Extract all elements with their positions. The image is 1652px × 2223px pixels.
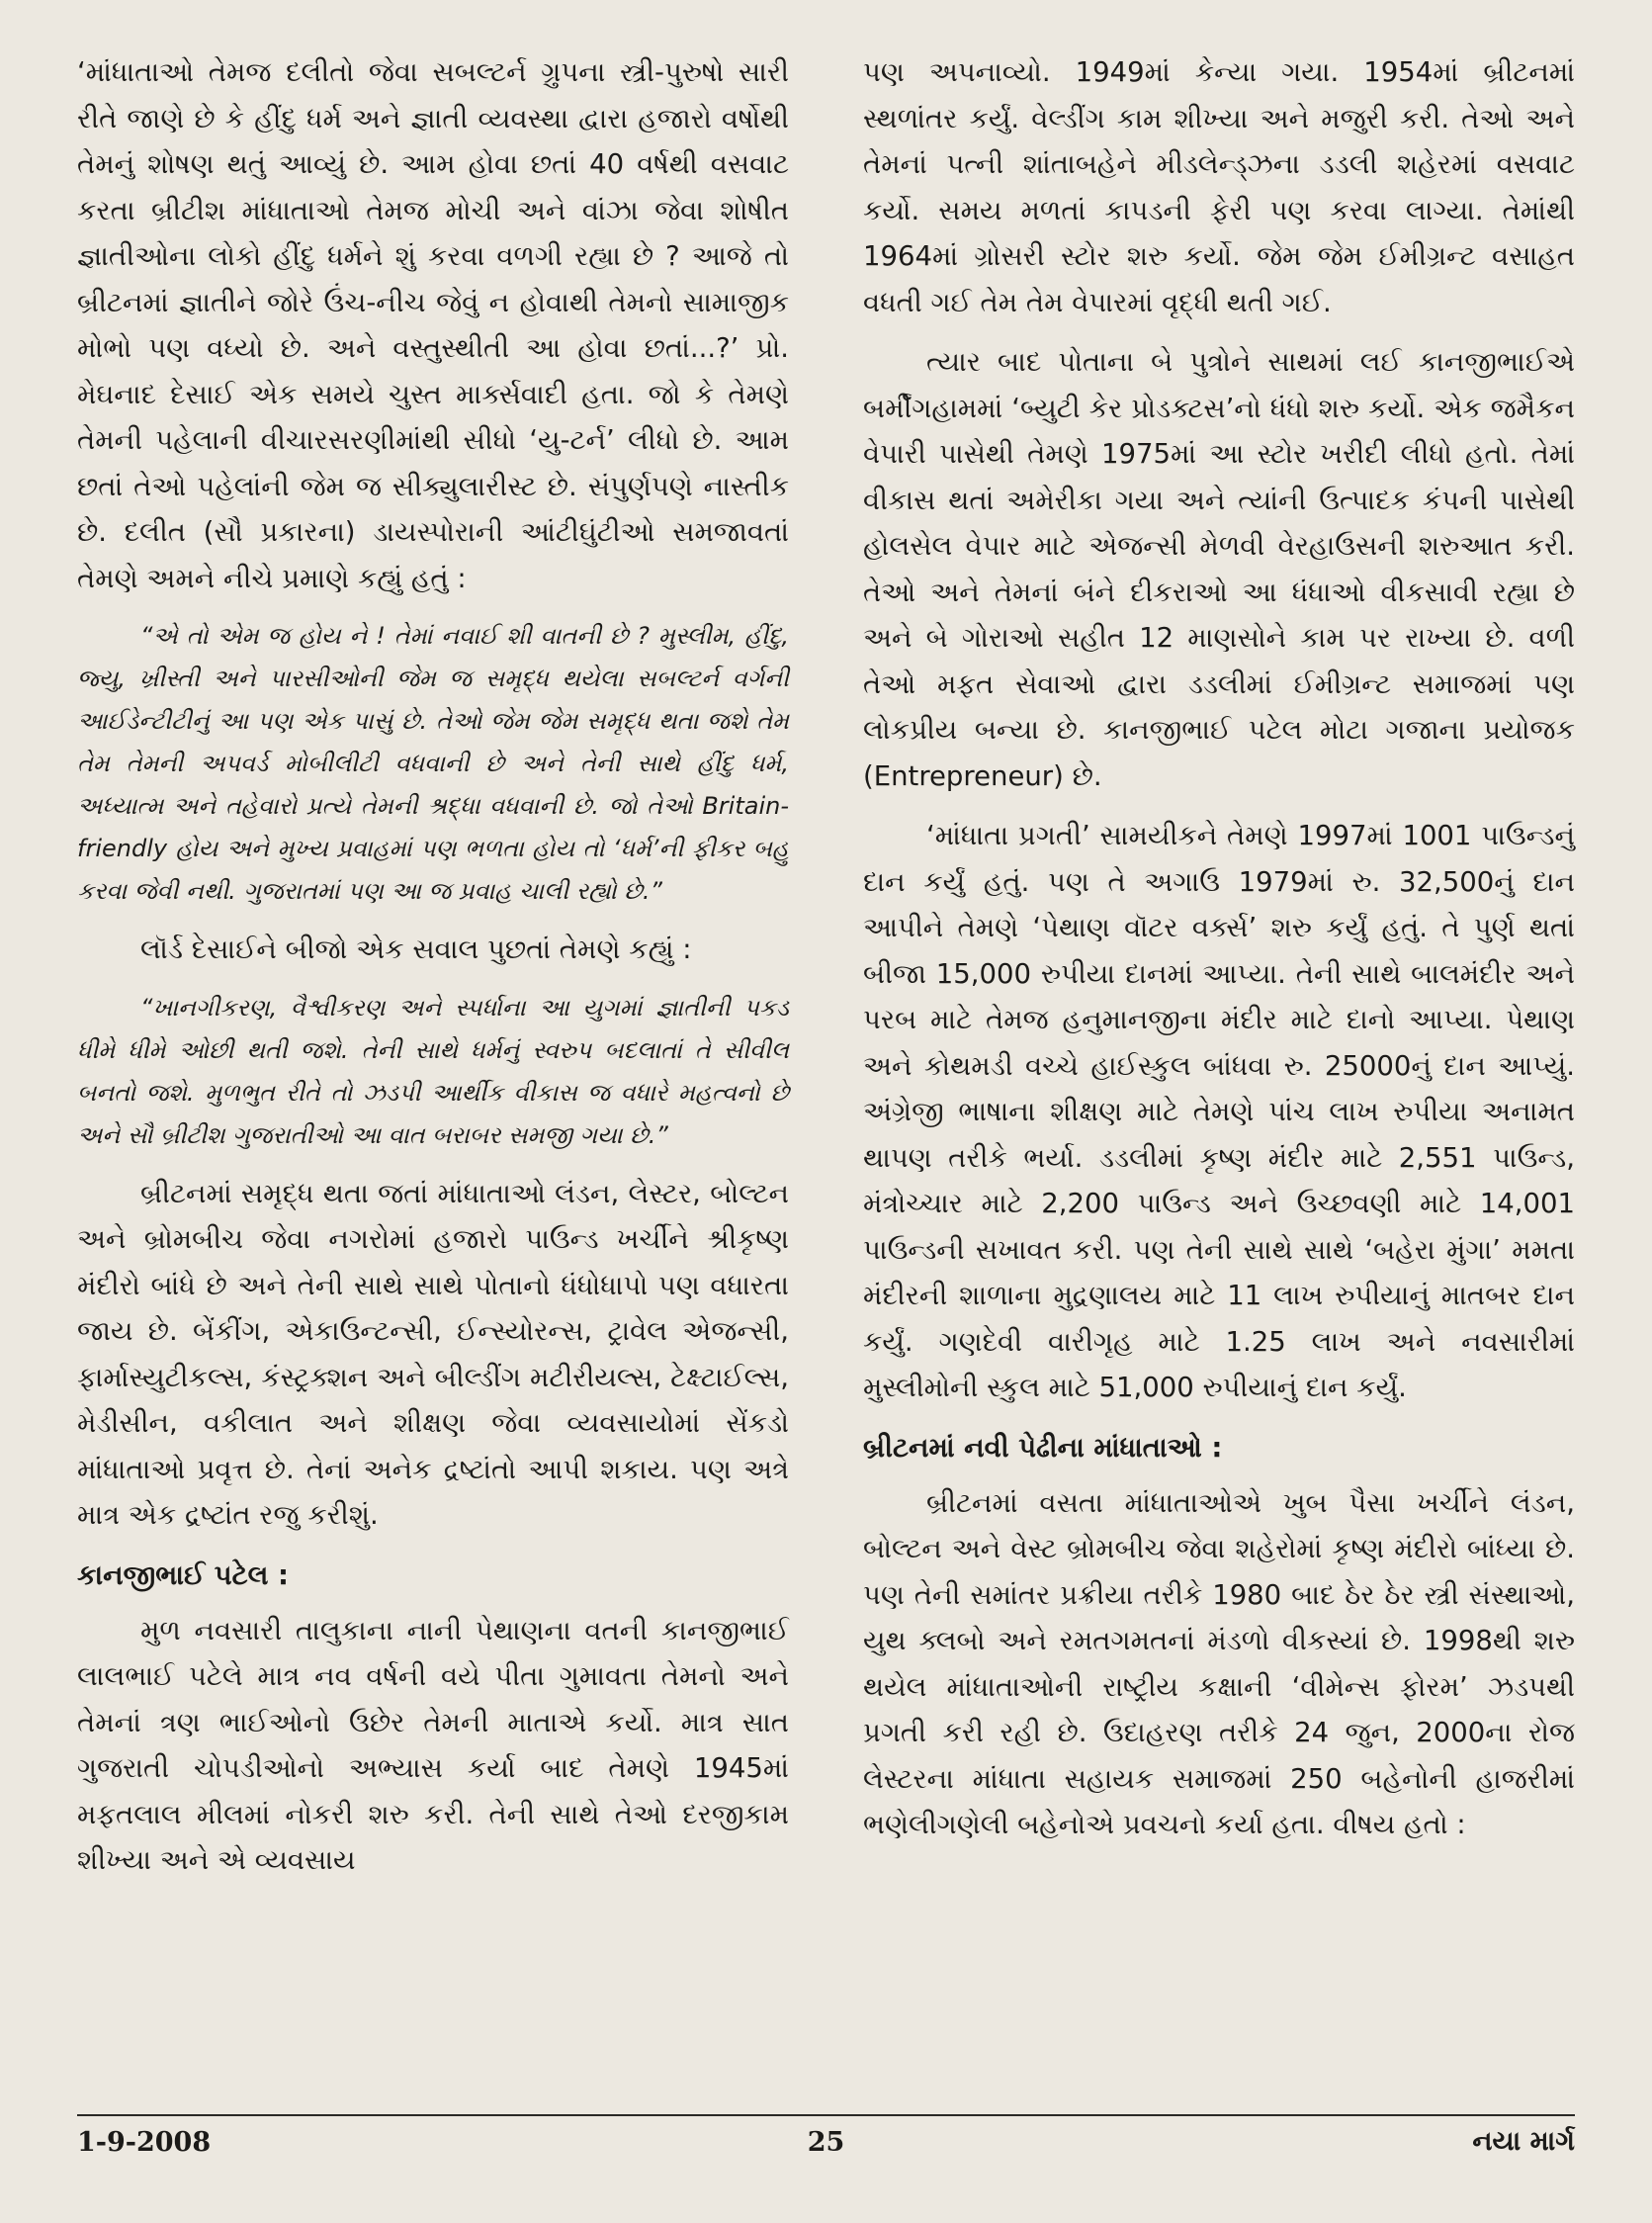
- paragraph: બ્રીટનમાં વસતા માંધાતાઓએ ખુબ પૈસા ખર્ચીને લંડન, બોલ્ટન અને વેસ્ટ બ્રોમબીચ જેવા શહેરોમાં કૃષ્ણ મંદીરો બાંધ્યા છે. પણ તેની સમાંતર પ્રક્રીયા તરીકે 1980 બાદ ઠેર ઠેર સ્ત્રી સંસ્થાઓ, યુથ ક્લબો અને રમતગમતનાં મંડળો વીકસ્યાં છે. 1998થી શરુ થયેલ માંધાતાઓની રાષ્ટ્રીય કક્ષાની ‘વીમેન્સ ફોરમ’ ઝડપથી પ્રગતી કરી રહી છે. ઉદાહરણ તરીકે 24 જુન, 2000ના રોજ લેસ્ટરના માંધાતા સહાયક સમાજમાં 250 બહેનોની હાજરીમાં ભણેલીગણેલી બહેનોએ પ્રવચનો કર્યા હતા. વીષય હતો :: [863, 1486, 1575, 1840]
- publication-name: નયા માર્ગ: [1472, 2126, 1575, 2157]
- paragraph: બ્રીટનમાં સમૃદ્ધ થતા જતાં માંધાતાઓ લંડન, લેસ્ટર, બોલ્ટન અને બ્રોમબીચ જેવા નગરોમાં હજારો પાઉન્ડ ખર્ચીને શ્રીકૃષ્ણ મંદીરો બાંધે છે અને તેની સાથે સાથે પોતાનો ધંધોધાપો પણ વધારતા જાય છે. બેંકીંગ, એકાઉન્ટન્સી, ઈન્સ્યોરન્સ, ટ્રાવેલ એજન્સી, ફાર્માસ્યુટીકલ્સ, કંસ્ટ્રક્શન અને બીલ્ડીંગ મટીરીયલ્સ, ટેક્ષ્ટાઈલ્સ, મેડીસીન, વકીલાત અને શીક્ષણ જેવા વ્યવસાયોમાં સેંકડો માંધાતાઓ પ્રવૃત્ત છે. તેનાં અનેક દ્રષ્ટાંતો આપી શકાય. પણ અત્રે માત્ર એક દ્રષ્ટાંત રજુ કરીશું.: [77, 1177, 789, 1531]
- issue-date: 1-9-2008: [77, 2126, 212, 2158]
- paragraph: ‘માંધાતાઓ તેમજ દલીતો જેવા સબલ્ટર્ન ગ્રુપના સ્ત્રી-પુરુષો સારી રીતે જાણે છે કે હીંદુ ધર્મ અને જ્ઞાતી વ્યવસ્થા દ્વારા હજારો વર્ષોથી તેમનું શોષણ થતું આવ્યું છે. આમ હોવા છતાં 40 વર્ષથી વસવાટ કરતા બ્રીટીશ માંધાતાઓ તેમજ મોચી અને વાંઝા જેવા શોષીત જ્ઞાતીઓના લોકો હીંદુ ધર્મને શું કરવા વળગી રહ્યા છે ? આજે તો બ્રીટનમાં જ્ઞાતીને જોરે ઉંચ-નીચ જેવું ન હોવાથી તેમનો સામાજીક મોભો પણ વધ્યો છે. અને વસ્તુસ્થીતી આ હોવા છતાં...?’ પ્રો. મેઘનાદ દેસાઈ એક સમયે ચુસ્ત માર્ક્સવાદી હતા. જો કે તેમણે તેમની પહેલાની વીચારસરણીમાંથી સીધો ‘યુ-ટર્ન’ લીધો છે. આમ છતાં તેઓ પહેલાંની જેમ જ સીક્યુલારીસ્ટ છે. સંપુર્ણપણે નાસ્તીક છે. દલીત (સૌ પ્રકારના) ડાયસ્પોરાની આંટીઘુંટીઓ સમજાવતાં તેમણે અમને નીચે પ્રમાણે કહ્યું હતું :: [77, 56, 789, 594]
- quote-block: “એ તો એમ જ હોય ને ! તેમાં નવાઈ શી વાતની છે ? મુસ્લીમ, હીંદુ, જ્યુ, ખ્રીસ્તી અને પારસીઓની જેમ જ સમૃદ્ધ થયેલા સબલ્ટર્ન વર્ગની આઈડેન્ટીટીનું આ પણ એક પાસું છે. તેઓ જેમ જેમ સમૃદ્ધ થતા જશે તેમ તેમ તેમની અપવર્ડ મોબીલીટી વધવાની છે અને તેની સાથે હીંદુ ધર્મ, અધ્યાત્મ અને તહેવારો પ્રત્યે તેમની શ્રદ્ધા વધવાની છે. જો તેઓ Britain- friendly હોય અને મુખ્ય પ્રવાહમાં પણ ભળતા હોય તો ‘ધર્મ’ની ફીકર બહુ કરવા જેવી નથી. ગુજરાતમાં પણ આ જ પ્રવાહ ચાલી રહ્યો છે.”: [77, 622, 789, 905]
- page-number: 25: [807, 2126, 845, 2158]
- footer-rule: [77, 2114, 1575, 2116]
- section-heading: કાનજીભાઈ પટેલ :: [77, 1558, 290, 1591]
- article-columns: [77, 49, 1575, 1898]
- paragraph: લૉર્ડ દેસાઈને બીજો એક સવાલ પુછતાં તેમણે કહ્યું :: [140, 934, 692, 965]
- left-column: [77, 49, 789, 1898]
- quote-block: “ખાનગીકરણ, વૈશ્વીકરણ અને સ્પર્ધાના આ યુગમાં જ્ઞાતીની પકડ ધીમે ધીમે ઓછી થતી જશે. તેની સાથે ધર્મનું સ્વરુપ બદલાતાં તે સીવીલ બનતો જશે. મુળભુત રીતે તો ઝડપી આર્થીક વીકાસ જ વધારે મહત્વનો છે અને સૌ બ્રીટીશ ગુજરાતીઓ આ વાત બરાબર સમજી ગયા છે.”: [77, 993, 789, 1149]
- paragraph: ત્યાર બાદ પોતાના બે પુત્રોને સાથમાં લઈ કાનજીભાઈએ બર્મીંગહામમાં ‘બ્યુટી કેર પ્રોડક્ટસ’નો ધંધો શરુ કર્યો. એક જમૈકન વેપારી પાસેથી તેમણે 1975માં આ સ્ટોર ખરીદી લીધો હતો. તેમાં વીકાસ થતાં અમેરીકા ગયા અને ત્યાંની ઉત્પાદક કંપની પાસેથી હોલસેલ વેપાર માટે એજન્સી મેળવી વેરહાઉસની શરુઆત કરી. તેઓ અને તેમનાં બંને દીકરાઓ આ ધંધાઓ વીકસાવી રહ્યા છે અને બે ગોરાઓ સહીત 12 માણસોને કામ પર રાખ્યા છે. વળી તેઓ મફત સેવાઓ દ્વારા ડડલીમાં ઈમીગ્રન્ટ સમાજમાં પણ લોકપ્રીય બન્યા છે. કાનજીભાઈ પટેલ મોટા ગજાના પ્રયોજક (Entrepreneur) છે.: [863, 346, 1575, 792]
- right-column: [863, 49, 1575, 1898]
- paragraph: પણ અપનાવ્યો. 1949માં કેન્યા ગયા. 1954માં બ્રીટનમાં સ્થળાંતર કર્યું. વેલ્ડીંગ કામ શીખ્યા અને મજુરી કરી. તેઓ અને તેમનાં પત્ની શાંતાબહેને મીડલેન્ડ્ઝના ડડલી શહેરમાં વસવાટ કર્યો. સમય મળતાં કાપડની ફેરી પણ કરવા લાગ્યા. તેમાંથી 1964માં ગ્રોસરી સ્ટોર શરુ કર્યો. જેમ જેમ ઈમીગ્રન્ટ વસાહત વધતી ગઈ તેમ તેમ વેપારમાં વૃદ્ધી થતી ગઈ.: [863, 56, 1575, 318]
- page-footer: [77, 2126, 1575, 2158]
- paragraph: ‘માંધાતા પ્રગતી’ સામયીકને તેમણે 1997માં 1001 પાઉન્ડનું દાન કર્યું હતું. પણ તે અગાઉ 1979માં રુ. 32,500નું દાન આપીને તેમણે ‘પેથાણ વૉટર વર્ક્સ’ શરુ કર્યું હતું. તે પુર્ણ થતાં બીજા 15,000 રુપીયા દાનમાં આપ્યા. તેની સાથે બાલમંદીર અને પરબ માટે તેમજ હનુમાનજીના મંદીર માટે દાનો આપ્યા. પેથાણ અને કોથમડી વચ્ચે હાઈસ્કુલ બાંધવા રુ. 25000નું દાન આપ્યું. અંગ્રેજી ભાષાના શીક્ષણ માટે તેમણે પાંચ લાખ રુપીયા અનામત થાપણ તરીકે ભર્યા. ડડલીમાં કૃષ્ણ મંદીર માટે 2,551 પાઉન્ડ, મંત્રોચ્ચાર માટે 2,200 પાઉન્ડ અને ઉચ્છવણી માટે 14,001 પાઉન્ડની સખાવત કરી. પણ તેની સાથે સાથે ‘બહેરા મુંગા’ મમતા મંદીરની શાળાના મુદ્રણાલય માટે 11 લાખ રુપીયાનું માતબર દાન કર્યું. ગણદેવી વારીગૃહ માટે 1.25 લાખ અને નવસારીમાં મુસ્લીમોની સ્કુલ માટે 51,000 રુપીયાનું દાન કર્યું.: [863, 820, 1575, 1403]
- section-heading: બ્રીટનમાં નવી પેઢીના માંધાતાઓ :: [863, 1431, 1223, 1464]
- paragraph: મુળ નવસારી તાલુકાના નાની પેથાણના વતની કાનજીભાઈ લાલભાઈ પટેલે માત્ર નવ વર્ષની વયે પીતા ગુમાવતા તેમનો અને તેમનાં ત્રણ ભાઈઓનો ઉછેર તેમની માતાએ કર્યો. માત્ર સાત ગુજરાતી ચોપડીઓનો અભ્યાસ કર્યા બાદ તેમણે 1945માં મફતલાલ મીલમાં નોકરી શરુ કરી. તેની સાથે તેઓ દરજીકામ શીખ્યા અને એ વ્યવસાય: [77, 1614, 789, 1876]
